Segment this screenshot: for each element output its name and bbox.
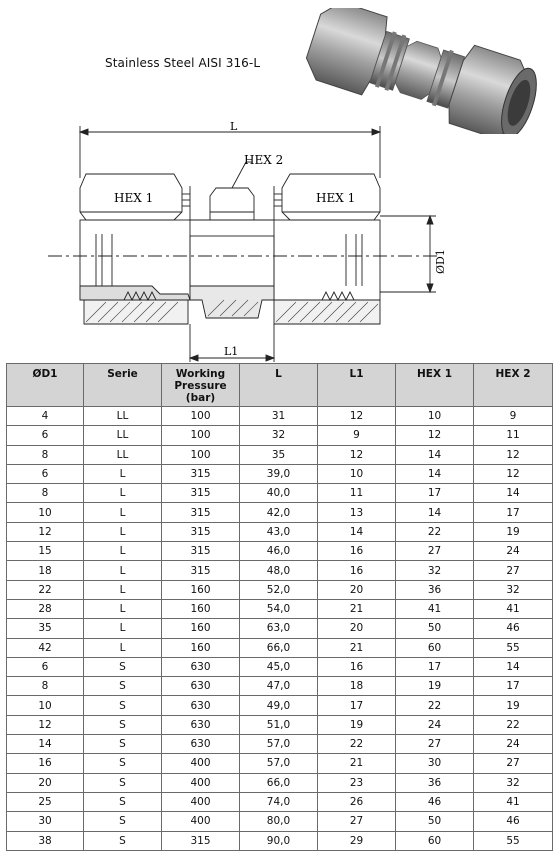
cell-hex1: 50 — [396, 619, 474, 638]
label-hex1-right: HEX 1 — [316, 191, 356, 205]
header-l1: L1 — [318, 364, 396, 407]
cell-hex2: 27 — [474, 754, 553, 773]
cell-d1: 10 — [7, 696, 84, 715]
table-row — [7, 619, 553, 638]
cell-pressure: 315 — [162, 503, 240, 522]
cell-l1: 21 — [318, 754, 396, 773]
header-l: L — [240, 364, 318, 407]
table-row — [7, 792, 553, 811]
cell-l: 80,0 — [240, 812, 318, 831]
cell-serie: LL — [84, 445, 162, 464]
cell-d1: 4 — [7, 407, 84, 426]
cell-serie: S — [84, 715, 162, 734]
table-row — [7, 657, 553, 676]
cell-hex1: 27 — [396, 542, 474, 561]
cell-d1: 38 — [7, 831, 84, 850]
cell-hex2: 46 — [474, 619, 553, 638]
cell-l1: 20 — [318, 619, 396, 638]
cell-d1: 10 — [7, 503, 84, 522]
cell-hex2: 24 — [474, 542, 553, 561]
cell-d1: 14 — [7, 735, 84, 754]
cell-hex1: 22 — [396, 522, 474, 541]
cell-hex1: 41 — [396, 599, 474, 618]
cell-l1: 14 — [318, 522, 396, 541]
cell-hex1: 17 — [396, 657, 474, 676]
cell-hex2: 32 — [474, 773, 553, 792]
label-hex1-left: HEX 1 — [114, 191, 154, 205]
cell-hex1: 14 — [396, 445, 474, 464]
cell-serie: L — [84, 638, 162, 657]
cell-hex2: 41 — [474, 599, 553, 618]
dimension-table — [6, 363, 553, 851]
cell-l: 45,0 — [240, 657, 318, 676]
cell-hex2: 12 — [474, 464, 553, 483]
cell-pressure: 630 — [162, 735, 240, 754]
cell-hex2: 27 — [474, 561, 553, 580]
cell-l: 74,0 — [240, 792, 318, 811]
cell-serie: L — [84, 580, 162, 599]
cell-pressure: 315 — [162, 542, 240, 561]
table-row — [7, 484, 553, 503]
cell-l1: 29 — [318, 831, 396, 850]
cell-pressure: 160 — [162, 638, 240, 657]
cell-hex1: 36 — [396, 580, 474, 599]
cell-l: 90,0 — [240, 831, 318, 850]
cell-l: 31 — [240, 407, 318, 426]
cell-pressure: 400 — [162, 754, 240, 773]
cell-l: 47,0 — [240, 677, 318, 696]
header-hex2: HEX 2 — [474, 364, 553, 407]
cell-pressure: 315 — [162, 831, 240, 850]
cell-d1: 16 — [7, 754, 84, 773]
table-row — [7, 445, 553, 464]
cell-d1: 15 — [7, 542, 84, 561]
cell-hex1: 60 — [396, 638, 474, 657]
cell-pressure: 630 — [162, 696, 240, 715]
label-l1: L1 — [224, 345, 239, 358]
header-hex1: HEX 1 — [396, 364, 474, 407]
cell-serie: S — [84, 792, 162, 811]
cell-l1: 18 — [318, 677, 396, 696]
cell-d1: 22 — [7, 580, 84, 599]
cell-pressure: 100 — [162, 445, 240, 464]
cell-d1: 35 — [7, 619, 84, 638]
cell-hex1: 27 — [396, 735, 474, 754]
cell-hex2: 14 — [474, 657, 553, 676]
cell-l1: 21 — [318, 599, 396, 618]
cell-hex2: 41 — [474, 792, 553, 811]
cell-l: 46,0 — [240, 542, 318, 561]
cell-hex1: 19 — [396, 677, 474, 696]
cell-l1: 26 — [318, 792, 396, 811]
cell-hex2: 11 — [474, 426, 553, 445]
cell-hex1: 30 — [396, 754, 474, 773]
table-row — [7, 407, 553, 426]
cell-d1: 6 — [7, 426, 84, 445]
cell-pressure: 630 — [162, 715, 240, 734]
cell-l1: 22 — [318, 735, 396, 754]
header-d1: ØD1 — [7, 364, 84, 407]
cell-d1: 20 — [7, 773, 84, 792]
cell-l1: 9 — [318, 426, 396, 445]
cell-serie: S — [84, 831, 162, 850]
cell-serie: L — [84, 522, 162, 541]
cell-l1: 12 — [318, 407, 396, 426]
cell-hex2: 14 — [474, 484, 553, 503]
cell-l: 32 — [240, 426, 318, 445]
cell-serie: S — [84, 696, 162, 715]
cell-serie: L — [84, 503, 162, 522]
table-body — [7, 407, 553, 851]
table-row — [7, 426, 553, 445]
cell-d1: 30 — [7, 812, 84, 831]
cell-hex2: 19 — [474, 522, 553, 541]
cell-serie: S — [84, 754, 162, 773]
table-row — [7, 503, 553, 522]
cell-hex2: 17 — [474, 677, 553, 696]
cell-serie: L — [84, 561, 162, 580]
cell-pressure: 315 — [162, 484, 240, 503]
cell-hex1: 10 — [396, 407, 474, 426]
cell-l1: 16 — [318, 561, 396, 580]
table-row — [7, 522, 553, 541]
cell-hex1: 36 — [396, 773, 474, 792]
cell-hex2: 55 — [474, 831, 553, 850]
cell-hex2: 19 — [474, 696, 553, 715]
cell-l1: 12 — [318, 445, 396, 464]
cell-d1: 42 — [7, 638, 84, 657]
cell-hex1: 60 — [396, 831, 474, 850]
header-working-pressure: Working Pressure (bar) — [162, 364, 240, 407]
cell-l: 52,0 — [240, 580, 318, 599]
technical-drawing — [40, 116, 460, 364]
cell-pressure: 315 — [162, 561, 240, 580]
cell-l: 43,0 — [240, 522, 318, 541]
label-d1: ØD1 — [434, 249, 447, 274]
cell-hex2: 12 — [474, 445, 553, 464]
cell-hex1: 32 — [396, 561, 474, 580]
cell-serie: S — [84, 657, 162, 676]
cell-d1: 12 — [7, 715, 84, 734]
table-row — [7, 696, 553, 715]
cell-l: 48,0 — [240, 561, 318, 580]
cell-serie: S — [84, 773, 162, 792]
cell-pressure: 630 — [162, 657, 240, 676]
cell-d1: 6 — [7, 657, 84, 676]
cell-l1: 27 — [318, 812, 396, 831]
cell-l: 54,0 — [240, 599, 318, 618]
label-l: L — [230, 120, 238, 133]
cell-l: 66,0 — [240, 773, 318, 792]
cell-hex2: 32 — [474, 580, 553, 599]
cell-l1: 20 — [318, 580, 396, 599]
cell-l1: 16 — [318, 657, 396, 676]
table-row — [7, 599, 553, 618]
cell-hex2: 17 — [474, 503, 553, 522]
cell-pressure: 400 — [162, 812, 240, 831]
cell-d1: 8 — [7, 484, 84, 503]
cell-l1: 10 — [318, 464, 396, 483]
cell-d1: 25 — [7, 792, 84, 811]
table-row — [7, 677, 553, 696]
cell-pressure: 400 — [162, 792, 240, 811]
cell-serie: LL — [84, 407, 162, 426]
cell-serie: L — [84, 599, 162, 618]
cell-hex1: 22 — [396, 696, 474, 715]
table-row — [7, 715, 553, 734]
cell-d1: 12 — [7, 522, 84, 541]
table-row — [7, 542, 553, 561]
cell-l: 51,0 — [240, 715, 318, 734]
table-row — [7, 464, 553, 483]
cell-hex1: 17 — [396, 484, 474, 503]
material-title: Stainless Steel AISI 316-L — [105, 56, 261, 70]
cell-l: 66,0 — [240, 638, 318, 657]
label-hex2: HEX 2 — [244, 153, 284, 167]
cell-l: 63,0 — [240, 619, 318, 638]
cell-pressure: 315 — [162, 464, 240, 483]
cell-hex1: 14 — [396, 503, 474, 522]
cell-l: 42,0 — [240, 503, 318, 522]
cell-l1: 23 — [318, 773, 396, 792]
cell-hex1: 50 — [396, 812, 474, 831]
cell-hex2: 55 — [474, 638, 553, 657]
cell-hex1: 12 — [396, 426, 474, 445]
cell-l: 57,0 — [240, 754, 318, 773]
cell-l: 35 — [240, 445, 318, 464]
cell-pressure: 100 — [162, 426, 240, 445]
cell-serie: L — [84, 619, 162, 638]
table-row — [7, 638, 553, 657]
table-row — [7, 580, 553, 599]
cell-serie: S — [84, 812, 162, 831]
cell-hex1: 14 — [396, 464, 474, 483]
cell-l: 40,0 — [240, 484, 318, 503]
cell-pressure: 630 — [162, 677, 240, 696]
cell-l: 49,0 — [240, 696, 318, 715]
cell-serie: L — [84, 542, 162, 561]
cell-l1: 11 — [318, 484, 396, 503]
cell-l1: 13 — [318, 503, 396, 522]
cell-serie: S — [84, 677, 162, 696]
cell-pressure: 160 — [162, 619, 240, 638]
cell-hex1: 24 — [396, 715, 474, 734]
cell-hex2: 24 — [474, 735, 553, 754]
table-row — [7, 561, 553, 580]
cell-l1: 19 — [318, 715, 396, 734]
cell-l1: 21 — [318, 638, 396, 657]
cell-d1: 18 — [7, 561, 84, 580]
cell-l: 39,0 — [240, 464, 318, 483]
cell-l1: 16 — [318, 542, 396, 561]
cell-pressure: 100 — [162, 407, 240, 426]
cell-pressure: 160 — [162, 599, 240, 618]
cell-l1: 17 — [318, 696, 396, 715]
table-row — [7, 735, 553, 754]
cell-hex2: 46 — [474, 812, 553, 831]
table-header-row — [7, 364, 553, 407]
cell-pressure: 315 — [162, 522, 240, 541]
cell-hex2: 22 — [474, 715, 553, 734]
cell-d1: 8 — [7, 445, 84, 464]
cell-d1: 28 — [7, 599, 84, 618]
cell-d1: 6 — [7, 464, 84, 483]
table-row — [7, 773, 553, 792]
cell-hex2: 9 — [474, 407, 553, 426]
table-row — [7, 812, 553, 831]
header-serie: Serie — [84, 364, 162, 407]
dimension-table-container — [6, 363, 552, 851]
cell-serie: L — [84, 464, 162, 483]
table-row — [7, 831, 553, 850]
cell-pressure: 400 — [162, 773, 240, 792]
table-row — [7, 754, 553, 773]
cell-hex1: 46 — [396, 792, 474, 811]
cell-d1: 8 — [7, 677, 84, 696]
cell-pressure: 160 — [162, 580, 240, 599]
cell-serie: S — [84, 735, 162, 754]
cell-serie: LL — [84, 426, 162, 445]
cell-serie: L — [84, 484, 162, 503]
cell-l: 57,0 — [240, 735, 318, 754]
